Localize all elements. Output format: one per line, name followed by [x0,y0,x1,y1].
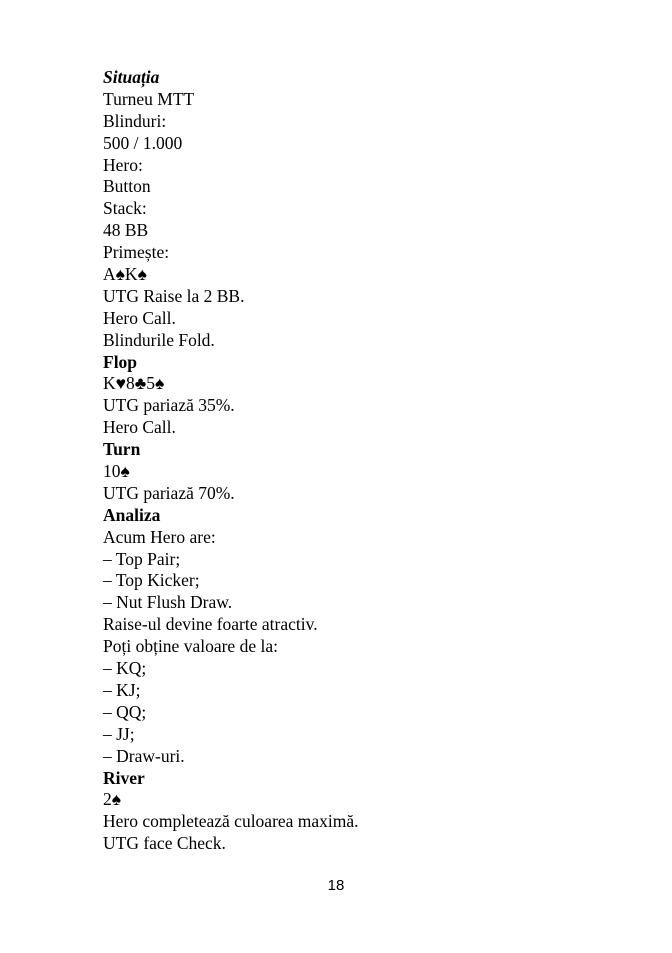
text-line: – Top Pair; [103,548,181,569]
text-line: Stack: [103,198,147,219]
text-line: Turneu MTT [103,88,195,109]
text-line: 48 BB [103,220,149,241]
text-line: Poți obține valoare de la: [103,636,278,657]
text-line: A♠K♠ [103,264,147,285]
text-line: – QQ; [103,701,147,722]
section-heading: Turn [103,439,141,460]
text-line: – Nut Flush Draw. [103,592,233,613]
text-line: 10♠ [103,461,130,482]
page-body [103,67,623,855]
text-line: Blinduri: [103,110,167,131]
section-heading: River [103,767,145,788]
text-line: UTG Raise la 2 BB. [103,285,245,306]
text-line: K♥8♣5♠ [103,373,165,394]
text-line: Hero: [103,154,143,175]
text-line: Acum Hero are: [103,526,216,547]
section-heading: Flop [103,351,138,372]
text-line: – KQ; [103,658,147,679]
text-line: Primește: [103,242,170,263]
text-line: UTG face Check. [103,833,226,854]
section-heading: Situația [103,67,160,87]
text-line: Blindurile Fold. [103,329,215,350]
text-line: – Draw-uri. [103,745,185,766]
text-line: Hero Call. [103,417,176,438]
text-line: Hero completează culoarea maximă. [103,811,359,832]
page-number: 18 [327,877,345,894]
text-line: – KJ; [103,679,141,700]
section-heading: Analiza [103,504,161,525]
text-line: Raise-ul devine foarte atractiv. [103,614,318,635]
text-line: 2♠ [103,789,122,810]
text-line: UTG pariază 35%. [103,395,235,416]
text-line: UTG pariază 70%. [103,482,235,503]
text-line: Hero Call. [103,307,176,328]
text-line: – Top Kicker; [103,570,200,591]
text-line: 500 / 1.000 [103,132,183,153]
text-line: – JJ; [103,723,135,744]
text-line: Button [103,176,151,197]
